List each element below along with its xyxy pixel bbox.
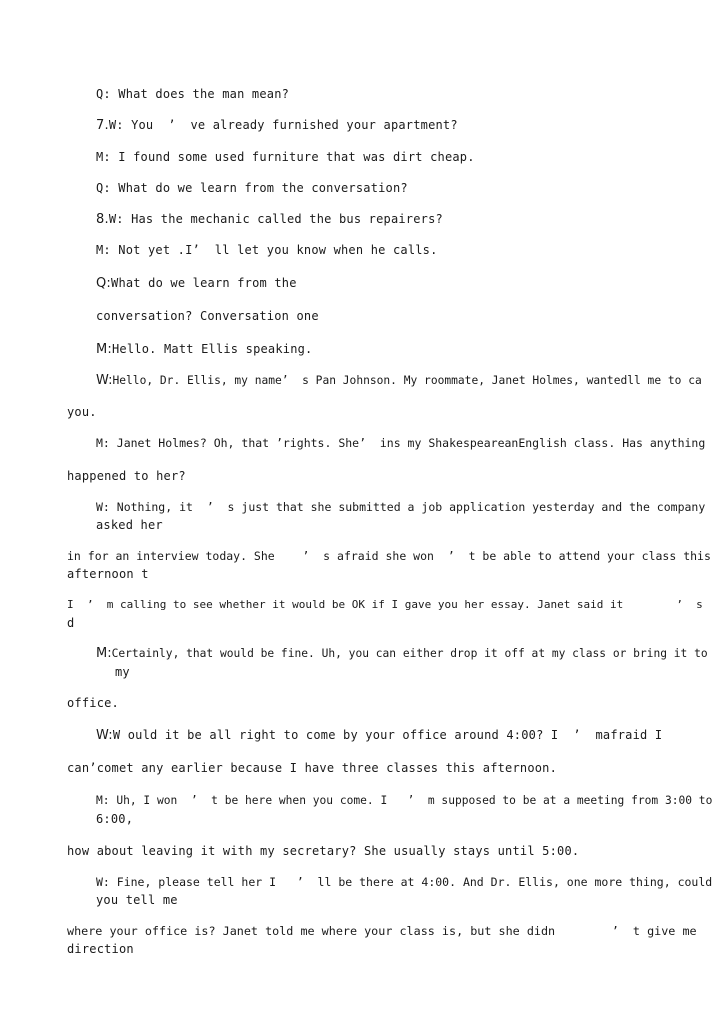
- text-line: 8.W: Has the mechanic called the bus repairers?: [96, 212, 443, 227]
- text-line: M: Not yet .I’ ll let you know when he calls.: [96, 243, 438, 257]
- text-line: W: Nothing, it ’ s just that she submitted a job application yesterday and the company: [96, 500, 706, 514]
- text-line: can’comet any earlier because I have three classes this afternoon.: [67, 761, 558, 775]
- text-line: you tell me: [96, 893, 178, 907]
- text-line: d: [67, 616, 75, 630]
- speaker-label: W:: [96, 373, 113, 388]
- text-line: Q: What do we learn from the conversation?: [96, 181, 408, 195]
- speaker-label: Q:: [96, 276, 112, 291]
- text-line: W: Fine, please tell her I ’ ll be there at 4:00. And Dr. Ellis, one more thing, could: [96, 875, 713, 889]
- text-line: 6:00,: [96, 812, 134, 826]
- text-line: you.: [67, 405, 97, 419]
- speaker-label: M:: [96, 342, 112, 357]
- text-line: I ’ m calling to see whether it would be OK if I gave you her essay. Janet said it ’ s: [67, 598, 703, 611]
- text-line: Q:What do we learn from the: [96, 276, 297, 291]
- text-line: W:Hello, Dr. Ellis, my name’ s Pan Johnson. My roommate, Janet Holmes, wantedll me to ca: [96, 373, 702, 388]
- text-line: Q: What does the man mean?: [96, 87, 290, 101]
- text-line: where your office is? Janet told me where your class is, but she didn ’ t give me: [67, 924, 697, 938]
- speaker-label: M:: [96, 646, 112, 661]
- item-number: 7.: [96, 118, 109, 133]
- text-line: W:W ould it be all right to come by your office around 4:00? I ’ mafraid I: [96, 728, 663, 743]
- text-line: my: [115, 665, 130, 679]
- speaker-label: W:: [96, 728, 113, 743]
- text-line: in for an interview today. She ’ s afraid she won ’ t be able to attend your class this: [67, 549, 711, 563]
- text-line: happened to her?: [67, 469, 186, 483]
- text-line: asked her: [96, 518, 163, 532]
- text-line: M:Certainly, that would be fine. Uh, you can either drop it off at my class or bring it to: [96, 646, 708, 661]
- text-line: how about leaving it with my secretary? She usually stays until 5:00.: [67, 844, 580, 858]
- text-line: direction: [67, 942, 134, 956]
- text-line: M:Hello. Matt Ellis speaking.: [96, 342, 313, 357]
- text-line: M: I found some used furniture that was dirt cheap.: [96, 150, 475, 164]
- text-line: 7.W: You ’ ve already furnished your apartment?: [96, 118, 458, 133]
- item-number: 8.: [96, 212, 109, 227]
- text-line: office.: [67, 696, 119, 710]
- text-line: afternoon t: [67, 567, 149, 581]
- text-line: M: Janet Holmes? Oh, that ’rights. She’ ins my ShakespeareanEnglish class. Has anything: [96, 436, 706, 450]
- text-line: M: Uh, I won ’ t be here when you come. I ’ m supposed to be at a meeting from 3:00 to: [96, 794, 713, 807]
- text-line: conversation? Conversation one: [96, 309, 319, 323]
